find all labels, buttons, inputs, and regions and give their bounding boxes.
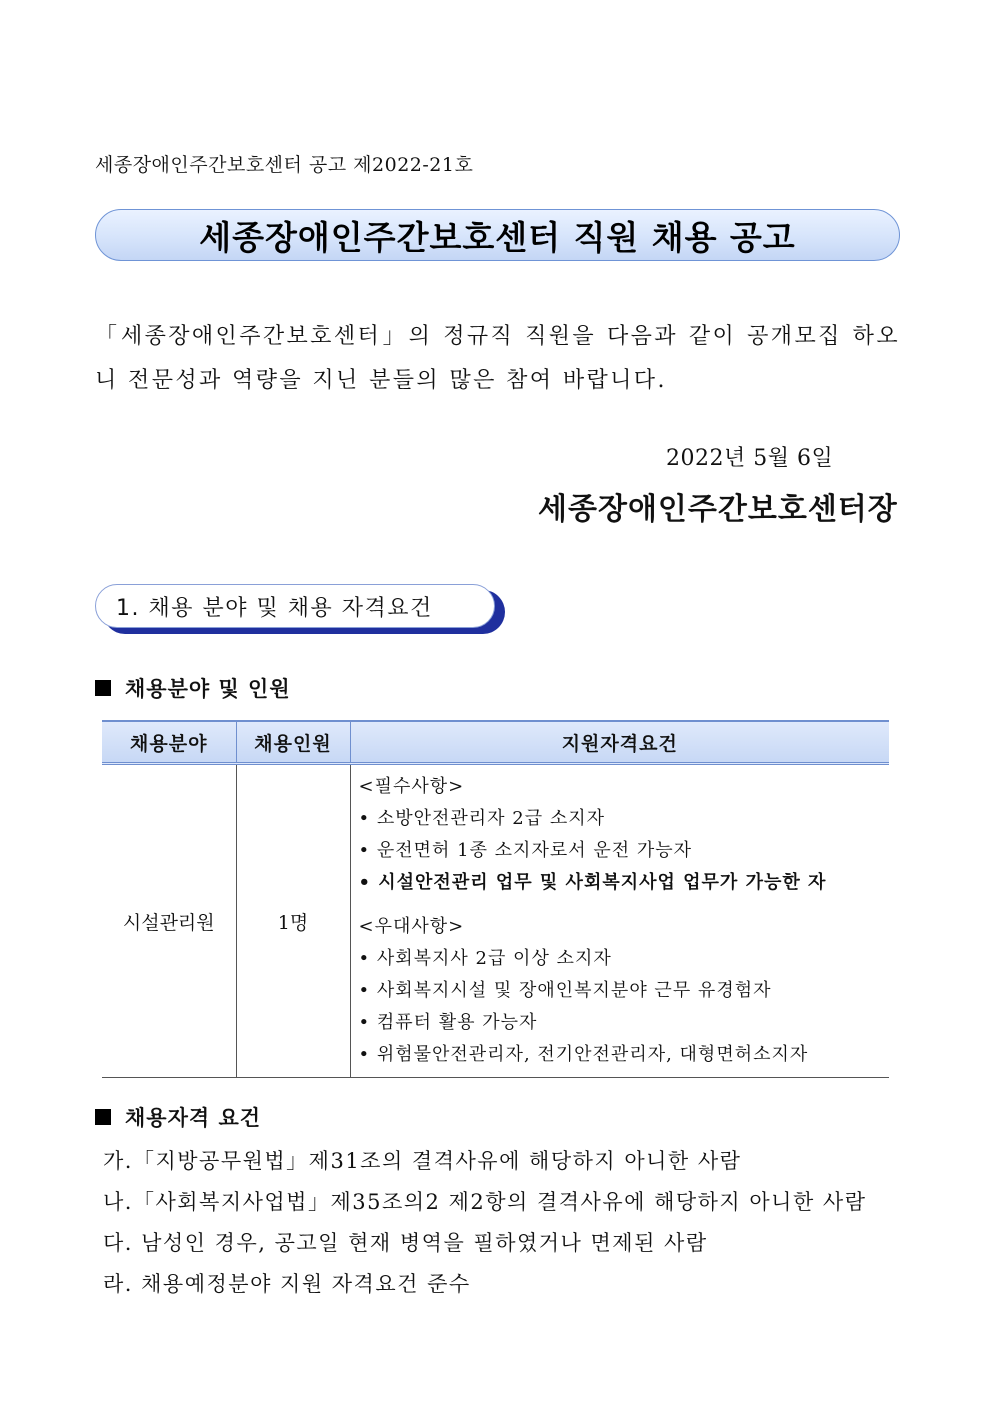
- list-item: 다. 남성인 경우, 공고일 현재 병역을 필하였거나 면제된 사람: [103, 1231, 708, 1255]
- square-bullet-icon: [95, 680, 111, 696]
- square-bullet-icon: [95, 1109, 111, 1125]
- list-item: • 컴퓨터 활용 가능자: [358, 1012, 538, 1033]
- list-item: 나.「사회복지사업법」제35조의2 제2항의 결격사유에 해당하지 아니한 사람: [103, 1190, 867, 1214]
- banner-face: [95, 584, 495, 628]
- intro-paragraph: 「세종장애인주간보호센터」의 정규직 직원을 다음과 같이 공개모집 하오니 전문성과 역량을 지닌 분들의 많은 참여 바랍니다.: [95, 324, 900, 393]
- header-count: 채용인원: [236, 721, 350, 764]
- header-field: 채용분야: [102, 721, 236, 764]
- table-header-row: [102, 721, 889, 764]
- section-heading: 1. 채용 분야 및 채용 자격요건: [116, 595, 433, 621]
- subheading-qualifications-text: 채용자격 요건: [125, 1105, 262, 1130]
- list-item: • 운전면허 1종 소지자로서 운전 가능자: [358, 840, 692, 861]
- list-item: • 사회복지사 2급 이상 소지자: [358, 948, 612, 969]
- notice-number: 세종장애인주간보호센터 공고 제2022-21호: [95, 154, 474, 176]
- signatory: 세종장애인주간보호센터장: [538, 492, 898, 527]
- section-heading-banner: [95, 584, 507, 634]
- qualifications-list: [103, 1141, 903, 1305]
- list-item: 라. 채용예정분야 지원 자격요건 준수: [103, 1272, 471, 1296]
- table-row: [102, 764, 889, 1078]
- list-item: 가.「지방공무원법」제31조의 결격사유에 해당하지 아니한 사람: [103, 1149, 742, 1173]
- notice-date: 2022년 5월 6일: [666, 446, 834, 471]
- list-item: • 사회복지시설 및 장애인복지분야 근무 유경험자: [358, 980, 772, 1001]
- list-item: • 시설안전관리 업무 및 사회복지사업 업무가 가능한 자: [358, 872, 827, 893]
- recruitment-table: [102, 720, 889, 1078]
- cell-field: 시설관리원: [102, 764, 236, 1078]
- subheading-field-text: 채용분야 및 인원: [125, 676, 291, 701]
- subheading-qualifications: [95, 1102, 261, 1132]
- preferred-label: <우대사항>: [358, 916, 465, 937]
- title-banner: [95, 209, 900, 261]
- list-item: • 위험물안전관리자, 전기안전관리자, 대형면허소지자: [358, 1044, 809, 1065]
- subheading-field: [95, 673, 291, 703]
- list-item: • 소방안전관리자 2급 소지자: [358, 808, 606, 829]
- cell-requirements: [350, 764, 889, 1078]
- required-label: <필수사항>: [358, 776, 465, 797]
- header-requirements: 지원자격요건: [350, 721, 889, 764]
- cell-count: 1명: [236, 764, 350, 1078]
- page-title: 세종장애인주간보호센터 직원 채용 공고: [199, 217, 796, 257]
